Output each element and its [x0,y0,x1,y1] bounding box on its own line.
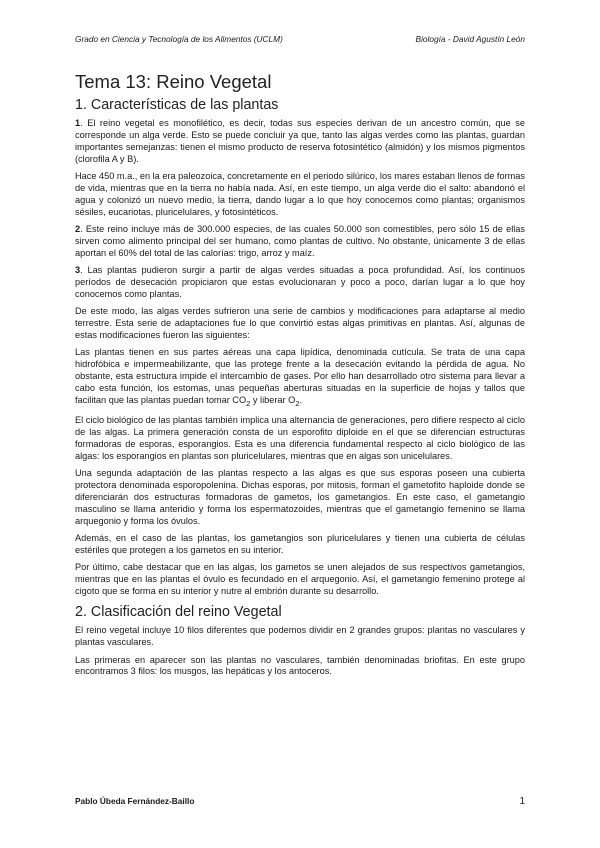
paragraph-text: . Este reino incluye más de 300.000 especies, de las cuales 50.000 son comestibles, pero sólo 15 de ellas sirven como alimento principal del ser humano, como plantas de cultivo. No obstante, únicamente 3 de ellas aportan el 60% del total de las calorías: trigo, arroz y maíz. [75,224,525,258]
section-1-heading: 1. Características de las plantas [75,97,279,113]
paragraph-number: 3 [75,265,81,276]
paragraph: Hace 450 m.a., en la era paleozoica, concretamente en el periodo silúrico, los mares estaban llenos de formas de vida, mientras que en la tierra no había nada. Así, en este tiempo, un alga verde dio el salto: abandonó el agua y colonizó un nuevo medio, la tierra, dando lugar a lo que hoy conocemos como plantas; organismos sésiles, eucariotas, pluricelulares, y fotosintéticos. [75,171,525,217]
paragraph: De este modo, las algas verdes sufrieron una serie de cambios y modificaciones para adaptarse al medio terrestre. Esta serie de adaptaciones fue lo que convirtió estas algas primitivas en plantas. Así, algunas de estas modificaciones fueron las siguientes: [75,306,525,341]
page-content [75,71,525,684]
subscript: 2 [295,398,300,408]
section-2-heading: 2. Clasificación del reino Vegetal [75,604,282,621]
subscript: 2 [246,398,251,408]
footer-author: Pablo Úbeda Fernández-Baillo [75,796,195,806]
paragraph-text: Las plantas tienen en sus partes aéreas una capa lipídica, denominada cutícula. Se trata de una capa hidrofóbica e impermeabilizante, que las protege frente a la desecación evitando la pérdida de agua. No obstante, esta estructura impide el intercambio de gases. Por ello han desarrollado otro sistema para llevar a cabo esta función, los estomas, unas pequeñas aberturas situadas en la superficie de hojas y tallos que facilitan que las plantas puedan tomar CO [75,347,525,405]
header-subject: Biología - David Agustín León [415,34,525,44]
page-number: 1 [519,796,525,807]
paragraph-text: y liberar O [250,394,296,405]
paragraph [75,118,525,166]
paragraph: El reino vegetal incluye 10 filos diferentes que podemos dividir en 2 grandes grupos: plantas no vasculares y plantas vasculares. [75,625,525,648]
page-header [75,34,525,48]
paragraph: Por último, cabe destacar que en las algas, los gametos se unen alejados de sus respectivos gametangios, mientras que en las plantas el óvulo es fecundado en el arquegonio. Así, el gametangio femenino protege al cigoto que se forma en su interior y nutre al embrión durante su desarrollo. [75,562,525,597]
paragraph: Las primeras en aparecer son las plantas no vasculares, también denominadas briofitas. En este grupo encontramos 3 filos: los musgos, las hepáticas y los antoceros. [75,654,525,677]
paragraph [75,224,525,260]
paragraph-text: . El reino vegetal es monofilético, es decir, todas sus especies derivan de un ancestro común, que se corresponde un alga verde. Esto se puede concluir ya que, tanto las algas verdes como las plantas, guardan importantes semejanzas: tienen el mismo producto de reserva fotosintético (almidón) y los mismos pigmentos (clorofila A y B). [75,118,525,164]
page-title: Tema 13: Reino Vegetal [75,71,272,92]
paragraph-text: . [299,394,303,405]
paragraph [75,265,525,301]
paragraph [75,347,525,409]
paragraph-text: . Las plantas pudieron surgir a partir de algas verdes situadas a poca profundidad. Así, los continuos períodos de desecación propiciaron que estas evolucionaran y poco a poco, darían lugar a lo que hoy conocemos como plantas. [75,265,525,299]
paragraph-number: 1 [75,118,81,128]
paragraph: Una segunda adaptación de las plantas respecto a las algas es que sus esporas poseen una cubierta protectora denominada esporopolenina. Dichas esporas, por mitosis, forman el gametofito haploide donde se diferenciarán dos estructuras formadoras de gametos, los gametangios. En este caso, el gametangio masculino se llama anteridio y forma los espermatozoides, mientras que el gametangio femenino se llama arquegonio y forma los óvulos. [75,468,525,526]
header-course: Grado en Ciencia y Tecnología de los Alimentos (UCLM) [75,34,283,44]
paragraph: El ciclo biológico de las plantas también implica una alternancia de generaciones, pero difiere respecto al ciclo de las algas. La primera generación consta de un esporofito diploide en el que se diferencian estructuras formadoras de esporas, esporangios. Esta es una diferencia fundamental respecto al ciclo biológico de las algas: los esporangios en plantas son pluricelulares, mientras que en algas son unicelulares. [75,415,525,461]
paragraph: Además, en el caso de las plantas, los gametangios son pluricelulares y tienen una cubierta de células estériles que protegen a los gametos en su interior. [75,533,525,555]
paragraph-number: 2 [75,224,81,235]
